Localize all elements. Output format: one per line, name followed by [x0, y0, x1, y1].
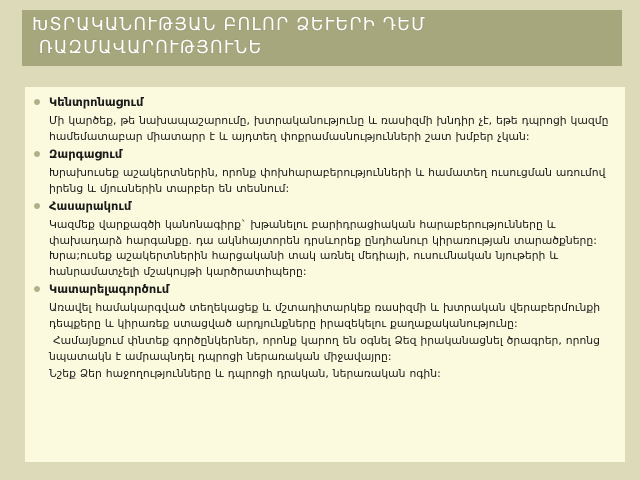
slide-title-line-2: ՌԱԶՄԱՎԱՐՈՒԹՅՈՒՆԵ [32, 38, 263, 58]
section-text-improvement: Առավել համակարգված տեղեկացեք և մշտադիտարկեք ռասիզմի և խտրական վերաբերմունքի դեպքերը և կիրառեք ստացված արդյունքները իրազեկելու քաղաքականությունը: [49, 301, 601, 330]
section-heading-development [34, 146, 617, 162]
section-heading-label: Կատարելագործում [49, 282, 170, 296]
bullet-dot-icon [34, 286, 40, 292]
bullet-dot-icon [34, 151, 40, 157]
section-text-development: Խրախուսեք աշակերտներին, որոնք փոխհարաբերությունների և համատեղ ուսուցման առումով իրենց և մյուսներին տարբեր են տեսնում: [49, 166, 606, 195]
slide-title-bar [22, 10, 622, 66]
section-heading-focus [34, 94, 617, 110]
bullet-dot-icon [34, 99, 40, 105]
section-heading-label: Կենտրոնացում [49, 95, 144, 109]
section-heading-society [34, 198, 617, 214]
section-text-improvement-extra-2: Նշեք Ձեր հաջողությունները և դպրոցի դրական, ներառական ոգին: [49, 367, 441, 380]
bullet-dot-icon [34, 203, 40, 209]
section-heading-label: Զարգացում [49, 147, 123, 161]
section-heading-label: Հասարակում [49, 199, 132, 213]
section-heading-improvement [34, 281, 617, 297]
slide-title-line-1: ԽՏՐԱԿԱՆՈՒԹՅԱՆ ԲՈԼՈՐ ՁԵՒԵՐԻ ԴԵՄ [32, 15, 427, 35]
section-text-focus: Մի կարծեք, թե նախապաշարումը, խտրականությունը և ռասիզմի խնդիր չէ, եթե դպրոցի կազմը համեմատաբար միատարր է և այդտեղ փոքրամասնությունների շատ խմբեր չկան: [49, 114, 609, 143]
slide-content-box [25, 87, 625, 462]
section-text-society: Կազմեք վարքագծի կանոնագիրք` խթանելու բարիդրացիական հարաբերությունները և փախադարձ հարգանքը. դա ակնհայտորեն դրսևորեք ընդհանուր կիրառության տարածքները: Խրա;ուսեք աշակերտներին հարցականի տակ առնել մեդիայի, ուսումնական նյութերի և հանրամատչելի մշակույթի կարծրատիպերը: [49, 218, 597, 278]
section-text-improvement-extra-1: Համայնքում փնտեք գործընկերներ, որոնք կարող են օգնել Ձեզ իրականացնել ծրագրեր, որոնց նպատակն է ամրապնդել դպրոցի ներառական միջավայրը: [49, 334, 604, 363]
